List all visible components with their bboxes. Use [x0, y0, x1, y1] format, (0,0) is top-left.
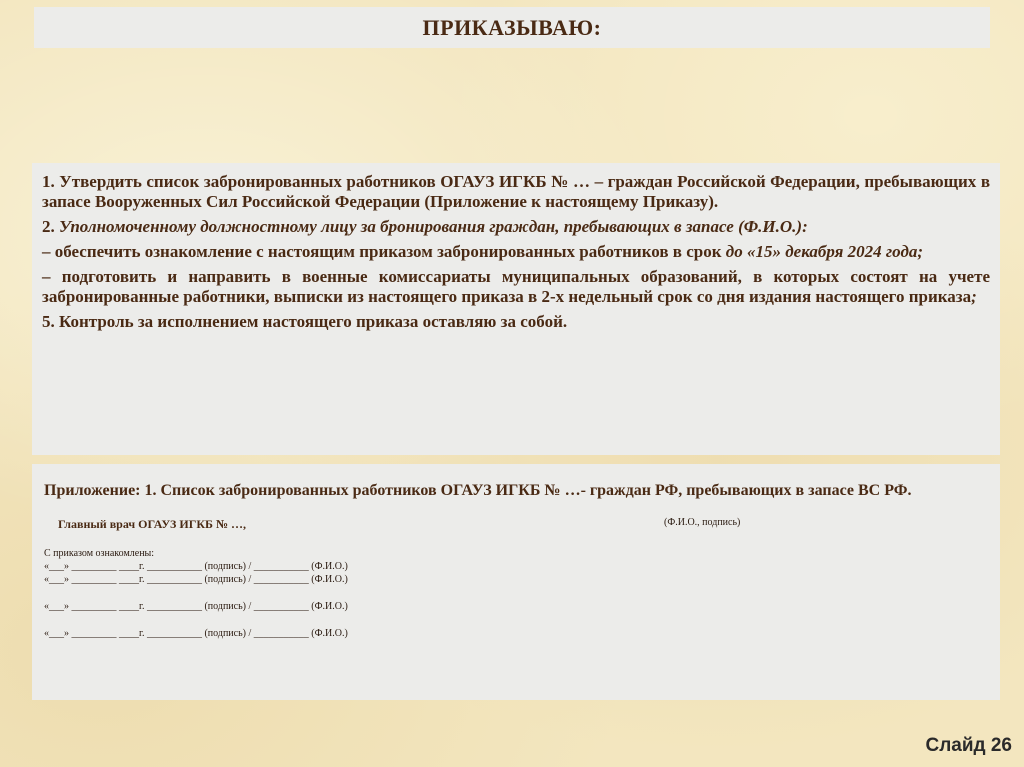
acknowledgement-title: С приказом ознакомлены: [44, 548, 155, 559]
order-item-1: 1. Утвердить список забронированных работников ОГАУЗ ИГКБ № … – граждан Российской Федерации, пребывающих в запасе Вооруженных Сил Российской Федерации (Приложение к настоящему Приказу). [42, 172, 990, 211]
order-subitem-send [42, 267, 990, 307]
order-item-2-text: Уполномоченному должностному лицу за бронирования граждан, пребывающих в запасе (Ф.И.О.): [54, 217, 808, 236]
order-subitem-send-end: ; [971, 287, 977, 306]
slide-number: Слайд 26 [925, 735, 1012, 756]
acknowledgement-line: «___» _________ ____г. ___________ (подпись) / ___________ (Ф.И.О.) [44, 574, 348, 585]
order-subitem-acquaint-deadline: до «15» декабря 2024 года; [725, 242, 924, 261]
acknowledgement-block [44, 547, 988, 640]
order-subitem-acquaint [42, 242, 990, 262]
order-subitem-acquaint-text: – обеспечить ознакомление с настоящим приказом забронированных работников в срок [42, 242, 726, 261]
order-item-2 [42, 217, 990, 237]
order-body [32, 163, 1000, 455]
title-banner [34, 7, 990, 48]
annex-title: Приложение: 1. Список забронированных работников ОГАУЗ ИГКБ № …- граждан РФ, пребывающих в запасе ВС РФ. [44, 482, 912, 499]
annex-section [32, 464, 1000, 700]
page-title: ПРИКАЗЫВАЮ: [422, 14, 602, 40]
acknowledgement-line: «___» _________ ____г. ___________ (подпись) / ___________ (Ф.И.О.) [44, 561, 348, 572]
chief-doctor-label: Главный врач ОГАУЗ ИГКБ № …, [58, 517, 247, 531]
acknowledgement-line: «___» _________ ____г. ___________ (подпись) / ___________ (Ф.И.О.) [44, 601, 348, 612]
order-item-2-number: 2. [42, 217, 55, 236]
acknowledgement-line: «___» _________ ____г. ___________ (подпись) / ___________ (Ф.И.О.) [44, 628, 348, 639]
chief-signature-row [44, 517, 988, 537]
order-item-5: 5. Контроль за исполнением настоящего приказа оставляю за собой. [42, 312, 568, 331]
chief-signature-placeholder: (Ф.И.О., подпись) [664, 517, 741, 528]
order-subitem-send-text: – подготовить и направить в военные комиссариаты муниципальных образований, в которых состоят на учете забронированные работники, выписки из настоящего приказа в 2-х недельный срок со дня издания настоящего приказа [42, 267, 990, 306]
